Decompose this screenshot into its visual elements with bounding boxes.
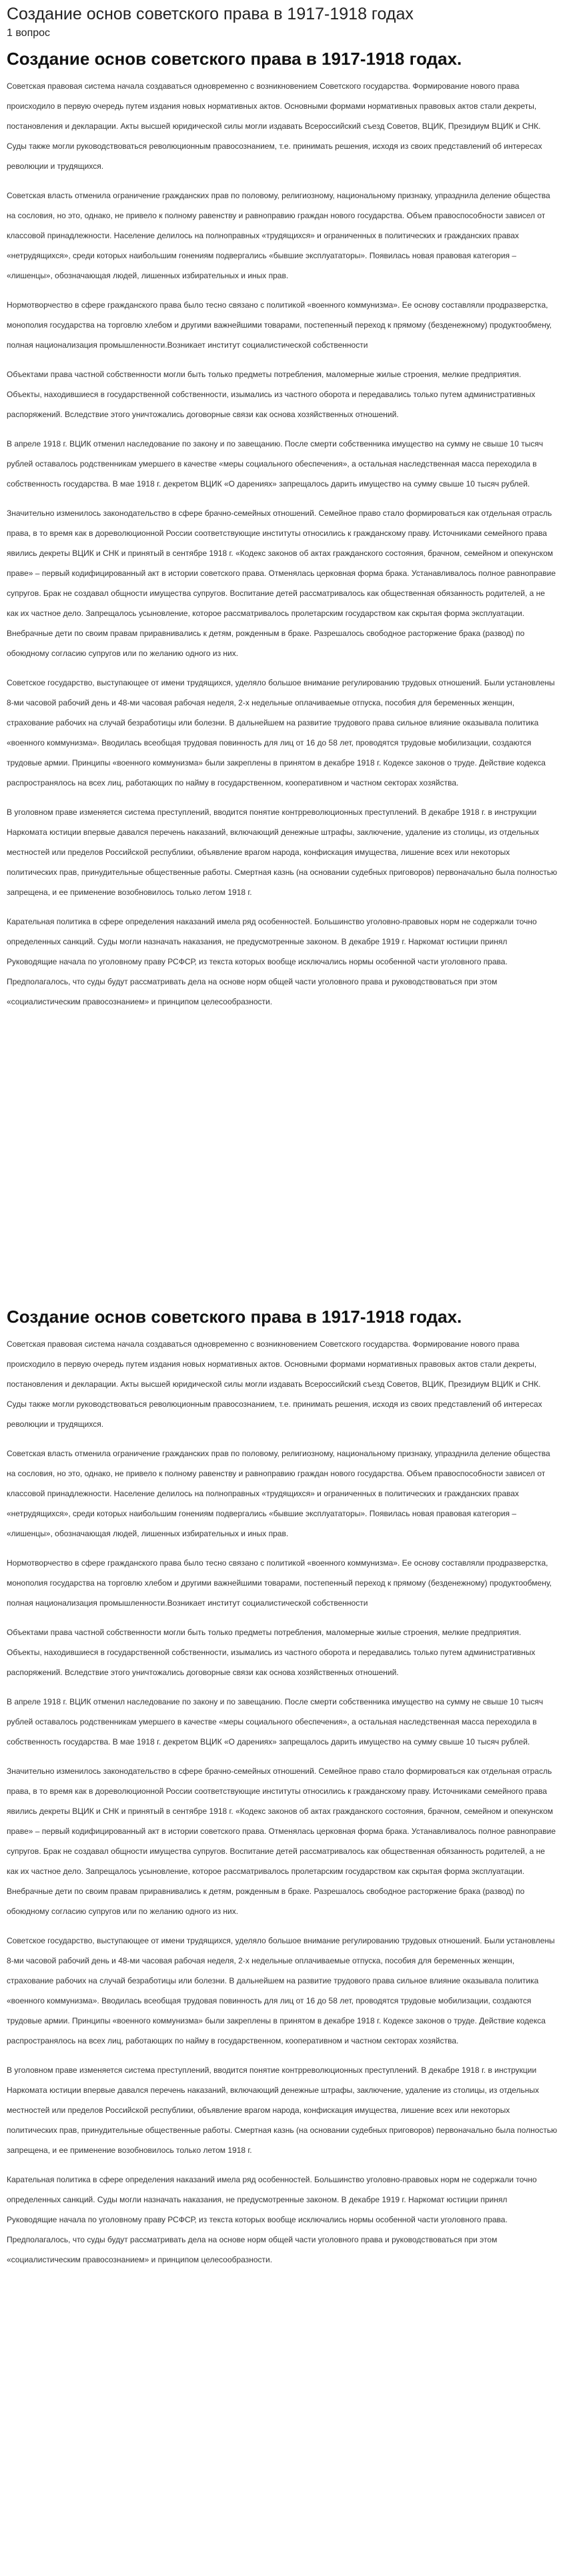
section-heading: Создание основ советского права в 1917-1918 годах. — [7, 49, 462, 69]
paragraph-civil-rights: Советская власть отменила ограничение гражданских прав по половому, религиозному, национальному признаку, упразднила деление общества на сословия, но это, однако, не привело к полному равенству и равноправию граждан нового государства. Объем правоспособности зависел от классовой принадлежности. Население делилось на полноправных «трудящихся» и ограниченных в политических и гражданских правах «нетрудящихся», среди которых наибольшим гонениям подвергались «бывшие эксплуататоры». Появилась новая правовая категория – «лишенцы», обозначающая людей, лишенных избирательных и иных прав. — [7, 1449, 550, 1538]
paragraph-intro: Советская правовая система начала создаваться одновременно с возникновением Советского государства. Формирование нового права происходило в первую очередь путем издания новых нормативных актов. Основными формами нормативных правовых актов стали декреты, постановления и декларации. Акты высшей юридической силы могли издавать Всероссийский съезд Советов, ВЦИК, Президиум ВЦИК и СНК. Суды также могли руководствоваться революционным правосознанием, т.е. принимать решения, исходя из своих представлений об интересах революции и трудящихся. — [7, 81, 542, 171]
paragraph-list — [7, 76, 558, 1012]
question-number: 1 вопрос — [7, 27, 51, 39]
article-section-repeat — [7, 1306, 558, 2279]
paragraph-war-communism: Нормотворчество в сфере гражданского права было тесно связано с политикой «военного коммунизма». Ее основу составляли продразверстка, монополия государства на торговлю хлебом и другими важнейшими товарами, постепенный переход к прямому (безденежному) продуктообмену, полная национализация промышленности.Возникает институт социалистической собственности — [7, 1558, 552, 1608]
section-heading: Создание основ советского права в 1917-1918 годах. — [7, 1307, 462, 1327]
paragraph-labor-law: Советское государство, выступающее от имени трудящихся, уделяло большое внимание регулированию трудовых отношений. Были установлены 8-ми часовой рабочий день и 48-ми часовая рабочая неделя, 2-х недельные оплачиваемые отпуска, пособия для беременных женщин, страхование рабочих на случай безработицы или болезни. В дальнейшем на развитие трудового права сильное влияние оказывала политика «военного коммунизма». Вводилась всеобщая трудовая повинность для лиц от 16 до 58 лет, проводятся трудовые мобилизации, создаются трудовые армии. Принципы «военного коммунизма» были закреплены в принятом в декабре 1918 г. Кодексе законов о труде. Действие кодекса распространялось на всех лиц, работающих по найму в государственном, кооперативном и частном секторах хозяйства. — [7, 1936, 555, 2045]
paragraph-criminal-law: В уголовном праве изменяется система преступлений, вводится понятие контрреволюционных преступлений. В декабре 1918 г. в инструкции Наркомата юстиции впервые давался перечень наказаний, включающий денежные штрафы, заключение, удаление из столицы, из отдельных местностей или пределов Российской республики, объявление врагом народа, конфискация имущества, лишение всех или некоторых политических прав, принудительные общественные работы. Смертная казнь (на основании судебных приговоров) первоначально была полностью запрещена, и ее применение возобновилось только летом 1918 г. — [7, 2065, 558, 2155]
paragraph-war-communism: Нормотворчество в сфере гражданского права было тесно связано с политикой «военного коммунизма». Ее основу составляли продразверстка, монополия государства на торговлю хлебом и другими важнейшими товарами, постепенный переход к прямому (безденежному) продуктообмену, полная национализация промышленности.Возникает институт социалистической собственности — [7, 300, 552, 350]
paragraph-civil-rights: Советская власть отменила ограничение гражданских прав по половому, религиозному, национальному признаку, упразднила деление общества на сословия, но это, однако, не привело к полному равенству и равноправию граждан нового государства. Объем правоспособности зависел от классовой принадлежности. Население делилось на полноправных «трудящихся» и ограниченных в политических и гражданских правах «нетрудящихся», среди которых наибольшим гонениям подвергались «бывшие эксплуататоры». Появилась новая правовая категория – «лишенцы», обозначающая людей, лишенных избирательных и иных прав. — [7, 191, 550, 280]
page-title: Создание основ советского права в 1917-1918 годах — [7, 5, 414, 23]
paragraph-family-law: Значительно изменилось законодательство в сфере брачно-семейных отношений. Семейное право стало формироваться как отдельная отрасль права, в то время как в дореволюционной России соответствующие институты относились к гражданскому праву. Источниками семейного права явились декреты ВЦИК и СНК и принятый в сентябре 1918 г. «Кодекс законов об актах гражданского состояния, брачном, семейном и опекунском праве» – первый кодифицированный акт в истории советского права. Отменялась церковная форма брака. Устанавливалось полное равноправие супругов. Брак не создавал общности имущества супругов. Воспитание детей рассматривалось как общественная обязанность родителей, а не как их частное дело. Запрещалось усыновление, которое рассматривалось пролетарским государством как скрытая форма эксплуатации. Внебрачные дети по своим правам приравнивались к детям, рожденным в браке. Разрешалось свободное расторжение брака (развод) по обоюдному согласию супругов или по желанию одного из них. — [7, 1766, 556, 1916]
paragraph-intro: Советская правовая система начала создаваться одновременно с возникновением Советского государства. Формирование нового права происходило в первую очередь путем издания новых нормативных актов. Основными формами нормативных правовых актов стали декреты, постановления и декларации. Акты высшей юридической силы могли издавать Всероссийский съезд Советов, ВЦИК, Президиум ВЦИК и СНК. Суды также могли руководствоваться революционным правосознанием, т.е. принимать решения, исходя из своих представлений об интересах революции и трудящихся. — [7, 1339, 542, 1429]
article-section — [7, 40, 558, 1285]
paragraph-inheritance: В апреле 1918 г. ВЦИК отменил наследование по закону и по завещанию. После смерти собственника имущество на сумму не свыше 10 тысяч рублей оставалось родственникам умершего в качестве «меры социального обеспечения», а остальная наследственная масса переходила в собственность государства. В мае 1918 г. декретом ВЦИК «О дарениях» запрещалось дарить имущество на сумму свыше 10 тысяч рублей. — [7, 1697, 544, 1746]
paragraph-list — [7, 1334, 558, 2270]
section-divider — [7, 1285, 558, 1306]
paragraph-labor-law: Советское государство, выступающее от имени трудящихся, уделяло большое внимание регулированию трудовых отношений. Были установлены 8-ми часовой рабочий день и 48-ми часовая рабочая неделя, 2-х недельные оплачиваемые отпуска, пособия для беременных женщин, страхование рабочих на случай безработицы или болезни. В дальнейшем на развитие трудового права сильное влияние оказывала политика «военного коммунизма». Вводилась всеобщая трудовая повинность для лиц от 16 до 58 лет, проводятся трудовые мобилизации, создаются трудовые армии. Принципы «военного коммунизма» были закреплены в принятом в декабре 1918 г. Кодексе законов о труде. Действие кодекса распространялось на всех лиц, работающих по найму в государственном, кооперативном и частном секторах хозяйства. — [7, 678, 555, 787]
paragraph-property: Объектами права частной собственности могли быть только предметы потребления, маломерные жилые строения, мелкие предприятия. Объекты, находившиеся в государственной собственности, изымались из частного оборота и передавались только путем административных распоряжений. Вследствие этого уничтожались договорные связи как основа хозяйственных отношений. — [7, 1628, 536, 1677]
paragraph-inheritance: В апреле 1918 г. ВЦИК отменил наследование по закону и по завещанию. После смерти собственника имущество на сумму не свыше 10 тысяч рублей оставалось родственникам умершего в качестве «меры социального обеспечения», а остальная наследственная масса переходила в собственность государства. В мае 1918 г. декретом ВЦИК «О дарениях» запрещалось дарить имущество на сумму свыше 10 тысяч рублей. — [7, 439, 544, 489]
paragraph-family-law: Значительно изменилось законодательство в сфере брачно-семейных отношений. Семейное право стало формироваться как отдельная отрасль права, в то время как в дореволюционной России соответствующие институты относились к гражданскому праву. Источниками семейного права явились декреты ВЦИК и СНК и принятый в сентябре 1918 г. «Кодекс законов об актах гражданского состояния, брачном, семейном и опекунском праве» – первый кодифицированный акт в истории советского права. Отменялась церковная форма брака. Устанавливалось полное равноправие супругов. Брак не создавал общности имущества супругов. Воспитание детей рассматривалось как общественная обязанность родителей, а не как их частное дело. Запрещалось усыновление, которое рассматривалось пролетарским государством как скрытая форма эксплуатации. Внебрачные дети по своим правам приравнивались к детям, рожденным в браке. Разрешалось свободное расторжение брака (развод) по обоюдному согласию супругов или по желанию одного из них. — [7, 509, 556, 658]
paragraph-punishment: Карательная политика в сфере определения наказаний имела ряд особенностей. Большинство уголовно-правовых норм не содержали точно определенных санкций. Суды могли назначать наказания, не предусмотренные законом. В декабре 1919 г. Наркомат юстиции принял Руководящие начала по уголовному праву РСФСР, из текста которых вообще исключались нормы особенной части уголовного права. Предполагалось, что суды будут рассматривать дела на основе норм общей части уголовного права и руководствоваться при этом «социалистическим правосознанием» и принципом целесообразности. — [7, 917, 537, 1006]
paragraph-punishment: Карательная политика в сфере определения наказаний имела ряд особенностей. Большинство уголовно-правовых норм не содержали точно определенных санкций. Суды могли назначать наказания, не предусмотренные законом. В декабре 1919 г. Наркомат юстиции принял Руководящие начала по уголовному праву РСФСР, из текста которых вообще исключались нормы особенной части уголовного права. Предполагалось, что суды будут рассматривать дела на основе норм общей части уголовного права и руководствоваться при этом «социалистическим правосознанием» и принципом целесообразности. — [7, 2175, 537, 2264]
paragraph-criminal-law: В уголовном праве изменяется система преступлений, вводится понятие контрреволюционных преступлений. В декабре 1918 г. в инструкции Наркомата юстиции впервые давался перечень наказаний, включающий денежные штрафы, заключение, удаление из столицы, из отдельных местностей или пределов Российской республики, объявление врагом народа, конфискация имущества, лишение всех или некоторых политических прав, принудительные общественные работы. Смертная казнь (на основании судебных приговоров) первоначально была полностью запрещена, и ее применение возобновилось только летом 1918 г. — [7, 808, 558, 897]
paragraph-property: Объектами права частной собственности могли быть только предметы потребления, маломерные жилые строения, мелкие предприятия. Объекты, находившиеся в государственной собственности, изымались из частного оборота и передавались только путем административных распоряжений. Вследствие этого уничтожались договорные связи как основа хозяйственных отношений. — [7, 370, 536, 419]
